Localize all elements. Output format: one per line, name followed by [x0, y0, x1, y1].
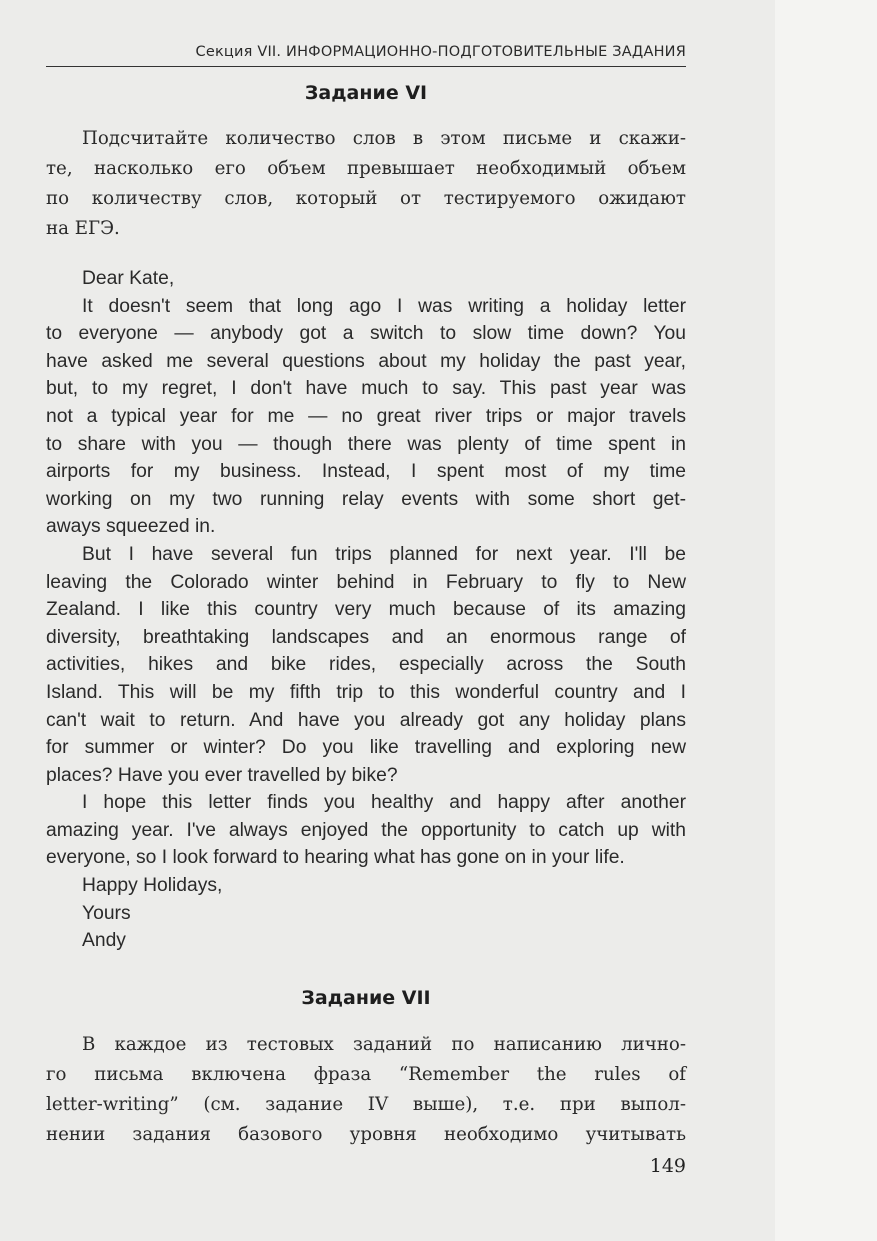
- scan-margin: [775, 0, 877, 1241]
- letter-line: diversity, breathtaking landscapes and an enormous range of: [46, 626, 686, 648]
- task-7-line: го письма включена фраза “Remember the rules of: [46, 1064, 686, 1085]
- letter-line: everyone, so I look forward to hearing what has gone on in your life.: [46, 847, 625, 869]
- letter-line: to everyone — anybody got a switch to slow time down? You: [46, 323, 686, 345]
- running-head: Секция VII. ИНФОРМАЦИОННО-ПОДГОТОВИТЕЛЬНЫЕ ЗАДАНИЯ: [195, 44, 686, 60]
- letter-line: can't wait to return. And have you already got any holiday plans: [46, 709, 686, 731]
- task-7-line: letter-writing” (см. задание IV выше), т.е. при выпол-: [46, 1094, 686, 1115]
- letter-line: have asked me several questions about my holiday the past year,: [46, 350, 686, 372]
- letter-line: But I have several fun trips planned for next year. I'll be: [82, 543, 686, 565]
- task-6-heading: Задание VI: [304, 82, 428, 104]
- header-rule: [46, 66, 686, 67]
- letter-greeting: Dear Kate,: [82, 268, 175, 289]
- letter: [46, 265, 686, 955]
- letter-line: places? Have you ever travelled by bike?: [46, 764, 398, 786]
- letter-line: but, to my regret, I don't have much to say. This past year was: [46, 378, 686, 400]
- letter-line: Island. This will be my fifth trip to this wonderful country and I: [46, 681, 686, 703]
- letter-closing: Yours: [82, 902, 131, 924]
- task-7-line: нении задания базового уровня необходимо учитывать: [46, 1124, 686, 1145]
- letter-line: airports for my business. Instead, I spent most of my time: [46, 461, 686, 483]
- task-6-instruction: [46, 124, 686, 244]
- page-number: 149: [649, 1155, 686, 1177]
- task-7-line: В каждое из тестовых заданий по написанию лично-: [82, 1034, 686, 1055]
- letter-line: amazing year. I've always enjoyed the opportunity to catch up with: [46, 819, 686, 841]
- letter-line: It doesn't seem that long ago I was writing a holiday letter: [82, 295, 686, 317]
- instruction-line: по количеству слов, который от тестируемого ожидают: [46, 188, 686, 209]
- letter-line: for summer or winter? Do you like travelling and exploring new: [46, 737, 686, 759]
- task-7-heading: Задание VII: [301, 987, 431, 1009]
- letter-line: I hope this letter finds you healthy and happy after another: [82, 792, 686, 814]
- instruction-line: на ЕГЭ.: [46, 218, 120, 239]
- letter-line: working on my two running relay events with some short get-: [46, 488, 686, 510]
- letter-line: aways squeezed in.: [46, 516, 216, 538]
- letter-line: to share with you — though there was plenty of time spent in: [46, 433, 686, 455]
- letter-signature: Andy: [82, 930, 126, 952]
- letter-line: not a typical year for me — no great river trips or major travels: [46, 405, 686, 427]
- instruction-line: те, насколько его объем превышает необходимый объем: [46, 158, 686, 179]
- letter-closing: Happy Holidays,: [82, 875, 223, 897]
- letter-line: activities, hikes and bike rides, especially across the South: [46, 654, 686, 676]
- letter-line: leaving the Colorado winter behind in February to fly to New: [46, 571, 686, 593]
- instruction-line: Подсчитайте количество слов в этом письме и скажи-: [82, 128, 686, 149]
- letter-line: Zealand. I like this country very much because of its amazing: [46, 599, 686, 621]
- task-7-text: [46, 1030, 686, 1150]
